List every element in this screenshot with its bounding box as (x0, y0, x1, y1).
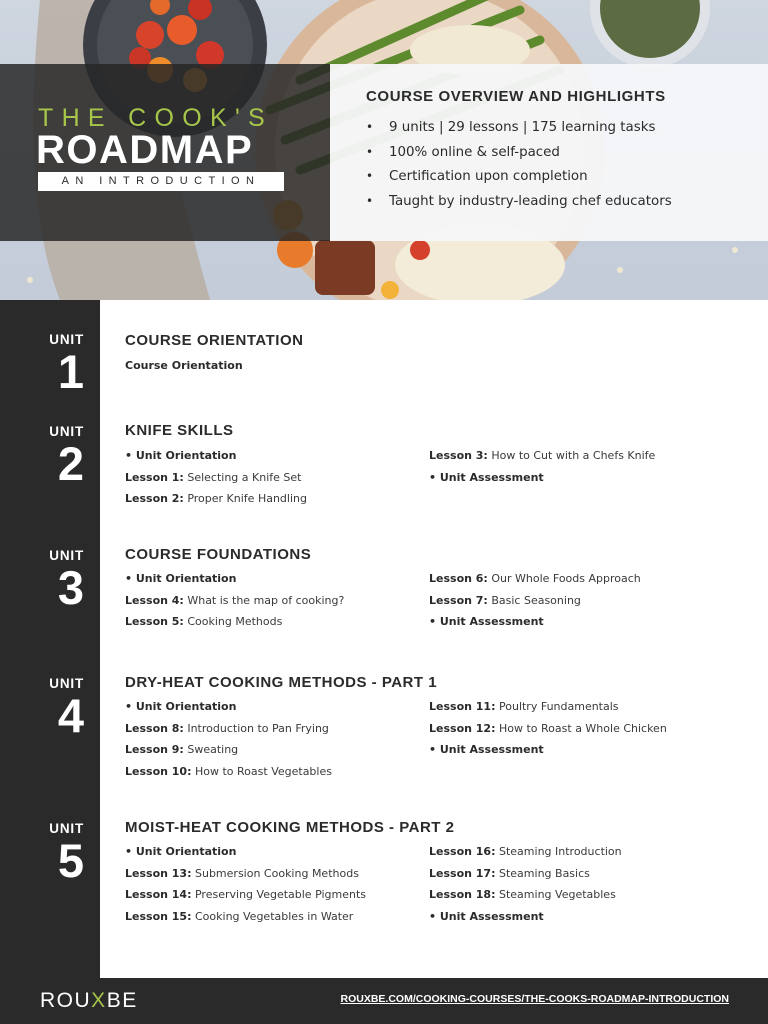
title-the-cooks: THE COOK'S (38, 104, 274, 132)
course-overview-panel (330, 64, 768, 241)
unit-label: UNIT (49, 424, 84, 439)
unit-title: COURSE FOUNDATIONS (125, 546, 312, 563)
unit-label: UNIT (49, 676, 84, 691)
lesson-item: Lesson 14: Preserving Vegetable Pigments (125, 888, 366, 901)
lesson-item: Course Orientation (125, 359, 243, 372)
unit-label: UNIT (49, 821, 84, 836)
lesson-item: Lesson 13: Submersion Cooking Methods (125, 866, 359, 880)
unit-title: MOIST-HEAT COOKING METHODS - PART 2 (125, 819, 455, 836)
lesson-item: • Unit Assessment (429, 743, 544, 756)
unit-label: UNIT (49, 548, 84, 563)
lesson-item: • Unit Orientation (125, 572, 237, 585)
lesson-item: Lesson 1: Selecting a Knife Set (125, 470, 302, 484)
rouxbe-logo[interactable]: ROUXBE (40, 989, 138, 1012)
bullet-icon: • (366, 144, 374, 159)
lesson-column-right (429, 841, 749, 927)
lesson-item: Lesson 5: Cooking Methods (125, 615, 283, 628)
lesson-column-right (429, 696, 749, 761)
lesson-item: • Unit Assessment (429, 615, 544, 628)
overview-item: • Certification upon completion (366, 164, 768, 189)
unit-title: COURSE ORIENTATION (125, 332, 304, 349)
lesson-item: Lesson 9: Sweating (125, 743, 239, 756)
bullet-icon: • (366, 120, 374, 134)
lesson-item: Lesson 6: Our Whole Foods Approach (429, 572, 641, 585)
overview-list (366, 115, 768, 213)
hero-banner (0, 0, 768, 300)
lesson-column-right (429, 445, 749, 488)
unit-title: KNIFE SKILLS (125, 422, 234, 439)
unit-number: 4 (57, 689, 84, 742)
lesson-item: Lesson 11: Poultry Fundamentals (429, 700, 619, 713)
lesson-item: Lesson 12: How to Roast a Whole Chicken (429, 721, 667, 735)
overview-item: • Taught by industry-leading chef educators (366, 189, 768, 214)
bullet-icon: • (366, 169, 374, 184)
lesson-item: • Unit Orientation (125, 845, 237, 858)
lesson-item: • Unit Orientation (125, 449, 237, 462)
lesson-item: • Unit Orientation (125, 700, 237, 713)
bullet-icon: • (366, 193, 374, 208)
lesson-item: Lesson 8: Introduction to Pan Frying (125, 721, 329, 735)
unit-label: UNIT (49, 332, 84, 347)
unit-number: 3 (57, 561, 84, 614)
unit-number: 2 (57, 437, 84, 490)
lesson-item: • Unit Assessment (429, 470, 544, 484)
title-roadmap: ROADMAP (36, 128, 254, 172)
lesson-item: Lesson 2: Proper Knife Handling (125, 492, 307, 505)
unit-number: 1 (57, 345, 84, 398)
lesson-column-left (125, 355, 445, 377)
lesson-column-left (125, 445, 445, 510)
footer-bar (0, 978, 768, 1024)
title-an-introduction: AN INTRODUCTION (38, 172, 284, 191)
lesson-item: Lesson 18: Steaming Vegetables (429, 888, 616, 901)
lesson-item: Lesson 17: Steaming Basics (429, 866, 590, 880)
course-url-link[interactable]: ROUXBE.COM/COOKING-COURSES/THE-COOKS-ROADMAP-INTRODUCTION (340, 993, 729, 1005)
lesson-item: Lesson 16: Steaming Introduction (429, 845, 622, 858)
overview-item: • 9 units | 29 lessons | 175 learning tasks (366, 115, 768, 140)
lesson-item: Lesson 3: How to Cut with a Chefs Knife (429, 449, 656, 462)
overview-title: COURSE OVERVIEW AND HIGHLIGHTS (366, 88, 666, 105)
lesson-item: • Unit Assessment (429, 909, 544, 923)
lesson-item: Lesson 10: How to Roast Vegetables (125, 764, 332, 778)
overview-item: • 100% online & self-paced (366, 140, 768, 165)
unit-title: DRY-HEAT COOKING METHODS - PART 1 (125, 674, 438, 691)
lesson-column-right (429, 568, 749, 633)
lesson-item: Lesson 7: Basic Seasoning (429, 593, 581, 607)
lesson-column-left (125, 841, 445, 927)
lesson-item: Lesson 4: What is the map of cooking? (125, 593, 345, 607)
unit-number: 5 (57, 834, 84, 887)
lesson-column-left (125, 568, 445, 633)
lesson-column-left (125, 696, 445, 782)
lesson-item: Lesson 15: Cooking Vegetables in Water (125, 909, 354, 923)
